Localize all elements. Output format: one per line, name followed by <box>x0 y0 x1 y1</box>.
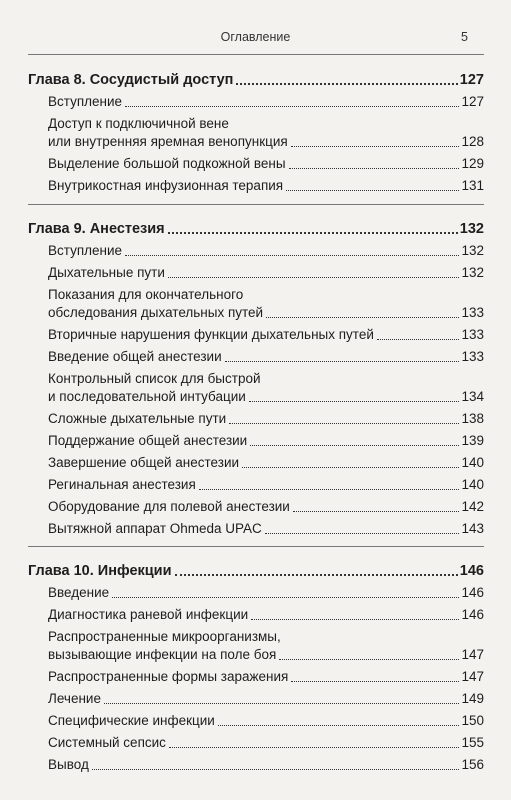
entry-page: 147 <box>461 669 484 684</box>
toc-entry[interactable] <box>28 326 484 344</box>
dot-leader <box>249 401 460 402</box>
entry-page: 140 <box>461 477 484 492</box>
entry-title-line: Контрольный список для быстрой <box>48 371 261 386</box>
entry-page: 146 <box>461 607 484 622</box>
entry-title: обследования дыхательных путей <box>48 305 264 320</box>
entry-title: Системный сепсис <box>48 735 166 750</box>
entry-title: Завершение общей анестезии <box>48 455 240 470</box>
toc-entry[interactable] <box>28 93 484 111</box>
chapter-title: Глава 9. Анестезия <box>28 221 165 237</box>
entry-page: 155 <box>461 735 484 750</box>
entry-title: Поддержание общей анестезии <box>48 433 248 448</box>
dot-leader <box>199 489 460 490</box>
chapter-heading[interactable] <box>28 69 484 89</box>
dot-leader <box>289 168 460 169</box>
entry-title: Сложные дыхательные пути <box>48 411 227 426</box>
entry-page: 131 <box>461 178 484 193</box>
dot-leader <box>250 445 459 446</box>
chapter-title: Глава 10. Инфекции <box>28 563 172 579</box>
entry-title: вызывающие инфекции на поле боя <box>48 647 277 662</box>
chapter-heading[interactable] <box>28 560 484 580</box>
entry-title: Вторичные нарушения функции дыхательных путей <box>48 327 374 342</box>
chapter-9 <box>28 204 484 538</box>
entry-title: Введение общей анестезии <box>48 349 222 364</box>
entry-title: Выделение большой подкожной вены <box>48 156 286 171</box>
entry-title: Вытяжной аппарат Ohmeda UPAC <box>48 521 262 536</box>
toc-entry[interactable] <box>28 432 484 450</box>
dot-leader <box>218 725 460 726</box>
entry-title: Распространенные формы заражения <box>48 669 289 684</box>
entry-page: 133 <box>461 305 484 320</box>
page-number: 5 <box>461 30 468 44</box>
dot-leader <box>169 747 460 748</box>
running-title: Оглавление <box>220 30 291 44</box>
entry-title-line: Показания для окончательного <box>48 287 244 302</box>
toc-entry[interactable] <box>28 454 484 472</box>
dot-leader <box>92 769 460 770</box>
dot-leader <box>266 317 459 318</box>
dot-leader <box>175 574 458 576</box>
toc-entry[interactable] <box>28 584 484 602</box>
dot-leader <box>229 423 459 424</box>
dot-leader <box>293 511 460 512</box>
chapter-8 <box>28 60 484 195</box>
entry-page: 142 <box>461 499 484 514</box>
toc-entry[interactable] <box>28 115 484 151</box>
toc-entry[interactable] <box>28 242 484 260</box>
entry-title: Вступление <box>48 94 123 109</box>
dot-leader <box>242 467 459 468</box>
toc-entry[interactable] <box>28 498 484 516</box>
toc-entry[interactable] <box>28 668 484 686</box>
entry-page: 133 <box>461 327 484 342</box>
entry-page: 134 <box>461 389 484 404</box>
entry-title: Введение <box>48 585 110 600</box>
entry-title: Регинальная анестезия <box>48 477 196 492</box>
toc-entry[interactable] <box>28 286 484 322</box>
entry-page: 139 <box>461 433 484 448</box>
dot-leader <box>291 146 460 147</box>
entry-title-line: Распространенные микроорганизмы, <box>48 629 281 644</box>
chapter-page: 146 <box>459 563 484 579</box>
entry-title: Вступление <box>48 243 123 258</box>
toc-entry[interactable] <box>28 370 484 406</box>
entry-page: 128 <box>461 134 484 149</box>
chapter-10 <box>28 546 484 774</box>
dot-leader <box>291 681 459 682</box>
running-head <box>0 30 511 46</box>
entry-page: 147 <box>461 647 484 662</box>
dot-leader <box>251 619 459 620</box>
entry-title: Дыхательные пути <box>48 265 165 280</box>
toc-entry[interactable] <box>28 520 484 538</box>
header-rule <box>28 54 484 55</box>
entry-page: 132 <box>461 265 484 280</box>
dot-leader <box>112 597 459 598</box>
dot-leader <box>225 361 460 362</box>
dot-leader <box>104 703 460 704</box>
entry-title: или внутренняя яремная венопункция <box>48 134 288 149</box>
toc-entry[interactable] <box>28 410 484 428</box>
entry-page: 143 <box>461 521 484 536</box>
chapter-page: 127 <box>459 72 484 88</box>
entry-title: Оборудование для полевой анестезии <box>48 499 290 514</box>
toc-entry[interactable] <box>28 476 484 494</box>
entry-title: Специфические инфекции <box>48 713 215 728</box>
dot-leader <box>125 106 459 107</box>
toc-entry[interactable] <box>28 177 484 195</box>
dot-leader <box>279 659 459 660</box>
entry-title: Внутрикостная инфузионная терапия <box>48 178 284 193</box>
toc-entry[interactable] <box>28 348 484 366</box>
entry-page: 150 <box>461 713 484 728</box>
dot-leader <box>377 339 460 340</box>
entry-page: 133 <box>461 349 484 364</box>
toc-entry[interactable] <box>28 628 484 664</box>
dot-leader <box>168 232 458 234</box>
toc-entry[interactable] <box>28 606 484 624</box>
toc-entry[interactable] <box>28 734 484 752</box>
chapter-page: 132 <box>459 221 484 237</box>
entry-page: 156 <box>461 757 484 772</box>
dot-leader <box>168 277 460 278</box>
toc-entry[interactable] <box>28 712 484 730</box>
entry-title-line: Доступ к подключичной вене <box>48 116 229 131</box>
entry-title: Вывод <box>48 757 89 772</box>
dot-leader <box>236 83 457 85</box>
dot-leader <box>125 255 459 256</box>
entry-title: Лечение <box>48 691 101 706</box>
entry-page: 140 <box>461 455 484 470</box>
chapter-divider <box>28 204 484 205</box>
entry-page: 129 <box>461 156 484 171</box>
entry-page: 146 <box>461 585 484 600</box>
entry-title: и последовательной интубации <box>48 389 246 404</box>
dot-leader <box>286 190 459 191</box>
entry-title: Диагностика раневой инфекции <box>48 607 249 622</box>
chapter-heading[interactable] <box>28 218 484 238</box>
toc-entry[interactable] <box>28 756 484 774</box>
toc-entry[interactable] <box>28 155 484 173</box>
dot-leader <box>265 533 460 534</box>
entry-page: 138 <box>461 411 484 426</box>
chapter-title: Глава 8. Сосудистый доступ <box>28 72 234 88</box>
entry-page: 149 <box>461 691 484 706</box>
entry-page: 127 <box>461 94 484 109</box>
entry-page: 132 <box>461 243 484 258</box>
toc-entry[interactable] <box>28 264 484 282</box>
chapter-divider <box>28 546 484 547</box>
toc-entry[interactable] <box>28 690 484 708</box>
